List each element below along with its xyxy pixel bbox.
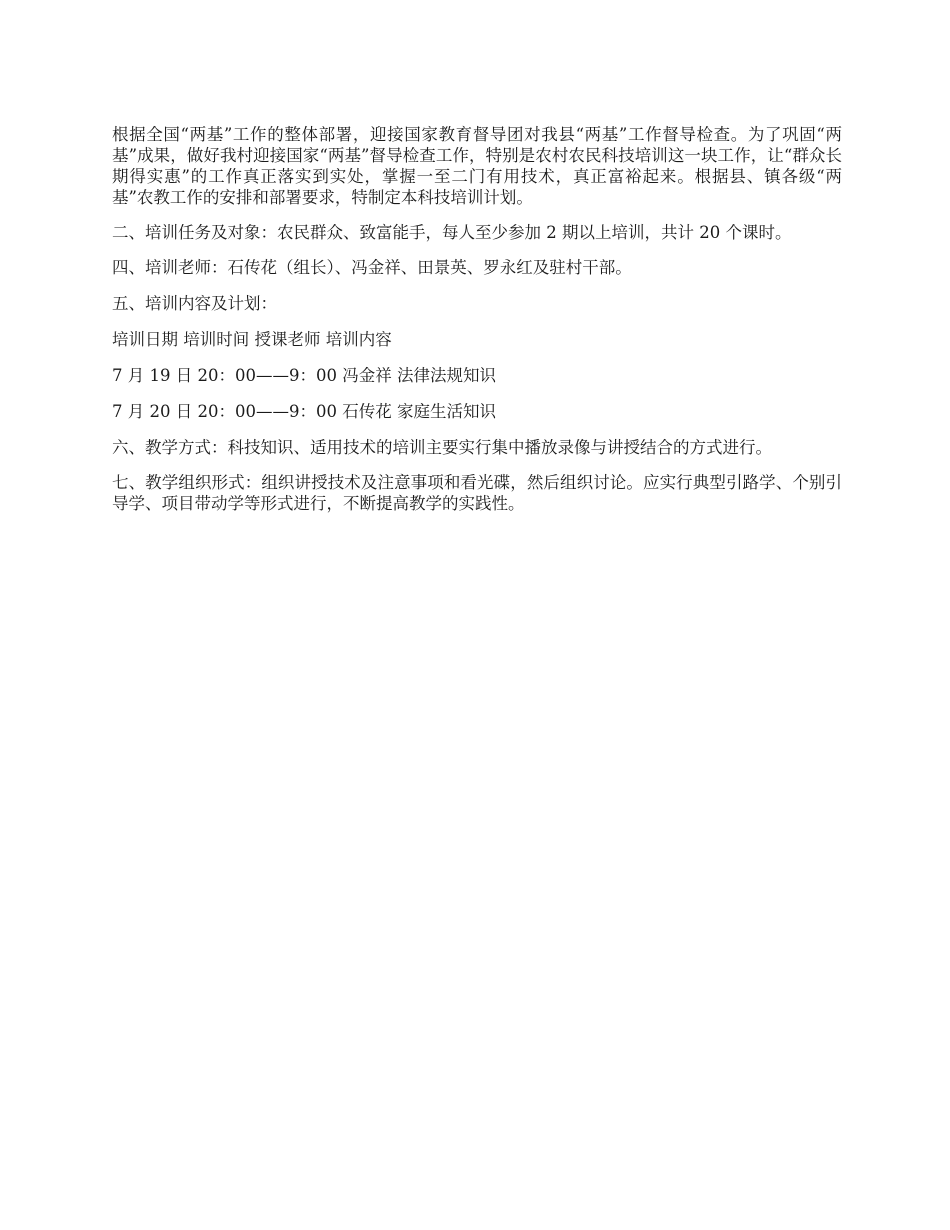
training-plan-heading: 五、培训内容及计划：	[112, 294, 277, 313]
intro-paragraph: 根据全国“两基”工作的整体部署，迎接国家教育督导团对我县“两基”工作督导检查。为了巩固“两基”成果，做好我村迎接国家“两基”督导检查工作，特别是农村农民科技培训这一块工作，让“群众长期得实惠”的工作真正落实到实处，掌握一至二门有用技术，真正富裕起来。根据县、镇各级“两基”农教工作的安排和部署要求，特制定本科技培训计划。	[112, 125, 842, 207]
training-targets-paragraph: 二、培训任务及对象：农民群众、致富能手，每人至少参加 2 期以上培训，共计 20 个课时。	[112, 223, 792, 242]
schedule-header-row: 培训日期 培训时间 授课老师 培训内容	[112, 330, 392, 349]
schedule-row: 7 月 19 日 20：00——9：00 冯金祥 法律法规知识	[112, 366, 496, 385]
document-body	[112, 124, 842, 528]
teaching-method-paragraph: 六、教学方式：科技知识、适用技术的培训主要实行集中播放录像与讲授结合的方式进行。	[112, 438, 772, 457]
training-teachers-paragraph: 四、培训老师：石传花（组长）、冯金祥、田景英、罗永红及驻村干部。	[112, 258, 632, 277]
teaching-organization-paragraph: 七、教学组织形式：组织讲授技术及注意事项和看光碟，然后组织讨论。应实行典型引路学、个别引导学、项目带动学等形式进行，不断提高教学的实践性。	[112, 473, 842, 513]
schedule-row: 7 月 20 日 20：00——9：00 石传花 家庭生活知识	[112, 402, 496, 421]
